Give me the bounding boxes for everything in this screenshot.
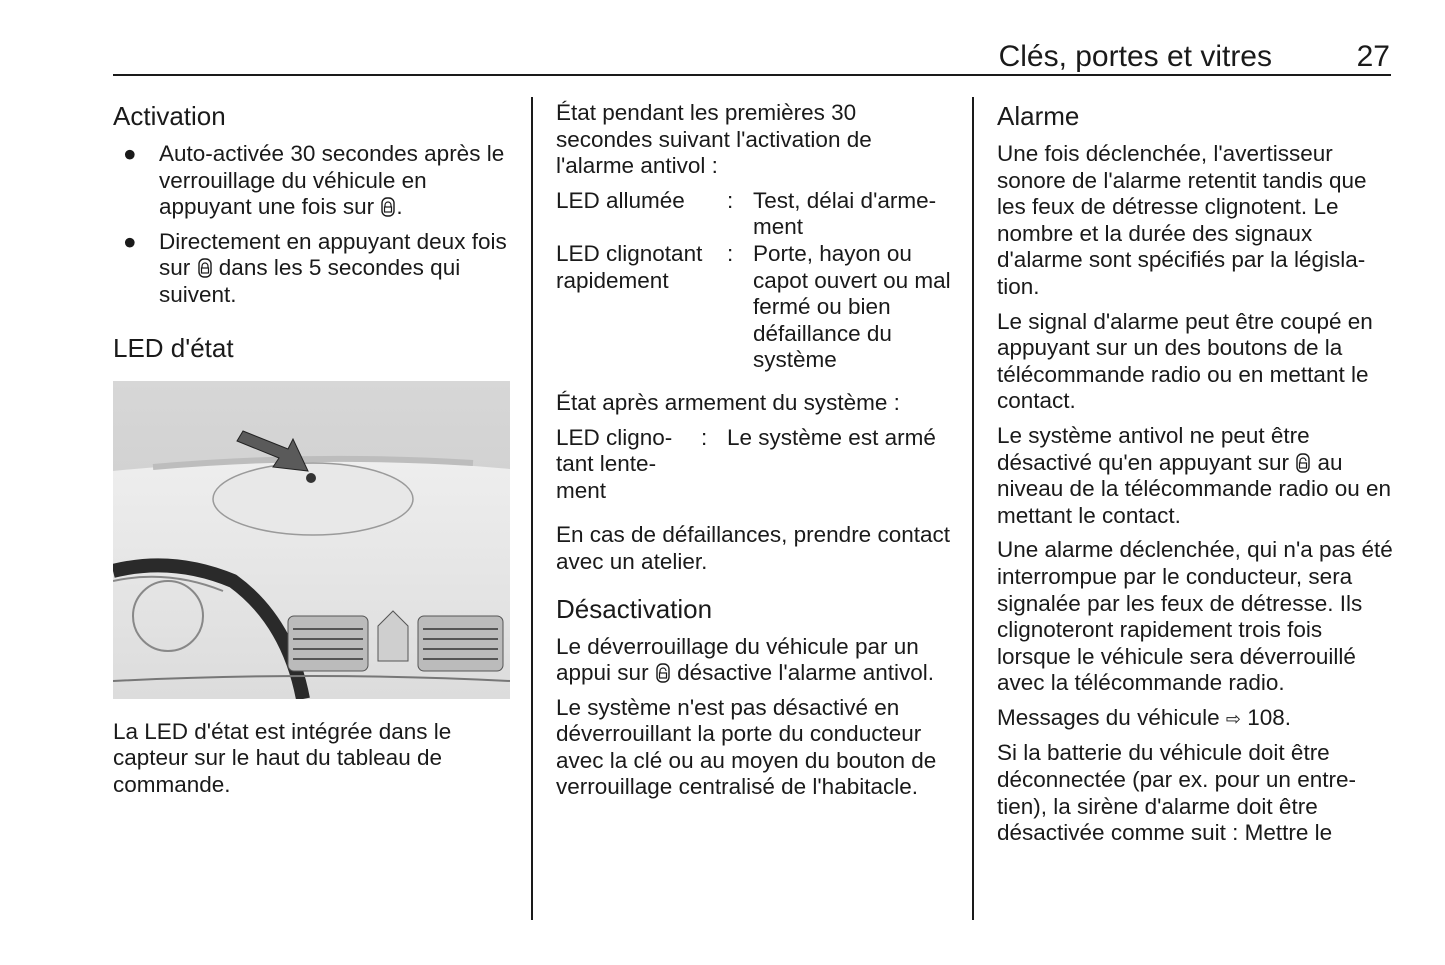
activation-list [113,141,513,309]
table-cell: LED cligno-tant lente-ment [556,424,673,503]
table-separator: : [727,240,734,266]
column-2 [556,97,956,801]
lock-key-icon [380,197,396,217]
deact-paragraph-1: Le déverrouillage du véhicule par un appui sur désactive l'alarme antivol. [556,633,935,686]
column-divider-2 [972,97,974,920]
heading-desactivation: Désactivation [556,593,713,624]
table-separator: : [701,424,708,450]
heading-led-etat: LED d'état [113,332,234,363]
figure-caption: La LED d'état est intégrée dans le capteur sur le haut du tableau de commande. [113,718,452,797]
table-cell: LED allumée [556,187,685,213]
deact-paragraph-2: Le système n'est pas désactivé en déverrouillant la porte du conducteur avec la clé ou au moyen du bouton de verrouillage centralisé de l'habitacle. [556,694,937,800]
header-rule [113,74,1391,76]
page-number: 27 [1356,40,1390,73]
column-divider-1 [531,97,533,920]
alarm-paragraph-1: Une fois déclenchée, l'avertisseur sonore de l'alarme retentit tandis que les feux de détresse clignotent. Le nombre et la durée des signaux d'alarme sont spécifiés par la législa-tion. [997,141,1367,299]
fault-text: En cas de défaillances, prendre contact avec un atelier. [556,522,950,574]
bullet-icon: ● [123,141,137,166]
bullet-icon: ● [123,228,137,254]
column-3 [997,97,1395,847]
page-header-title: Clés, portes et vitres [998,40,1272,73]
heading-activation: Activation [113,101,226,131]
alarm-paragraph-6: Si la batterie du véhicule doit être déconnectée (par ex. pour un entre-tien), la sirène d'alarme doit être désactivée comme suit : Mettre le [997,740,1356,846]
table-cell: Test, délai d'arme-ment [753,187,937,240]
table-cell: Porte, hayon ou capot ouvert ou mal fermé ou bien défaillance du système [753,240,951,373]
table-cell: Le système est armé [727,424,936,450]
led-state-table-first [556,188,956,374]
alarm-paragraph-2: Le signal d'alarme peut être coupé en appuyant sur un des boutons de la télécommande radio ou en mettant le contact. [997,308,1373,414]
dashboard-led-figure [113,381,510,699]
column-1 [113,97,513,798]
lock-key-icon [197,258,213,278]
after-arming-text: État après armement du système : [556,389,900,415]
list-item: ● Auto-activée 30 secondes après le verrouillage du véhicule en appuyant une fois sur . [123,141,505,220]
table-separator: : [727,187,734,213]
page-reference-arrow-icon: ⇨ [1225,708,1241,729]
heading-alarme: Alarme [997,101,1080,131]
intro-text: État pendant les premières 30 secondes suivant l'activation de l'alarme antivol : [556,100,872,179]
unlock-key-icon [1295,453,1311,473]
table-cell: LED clignotant rapidement [556,240,703,293]
led-state-table-after [556,425,956,505]
list-item: ● Directement en appuyant deux fois sur dans les 5 secondes qui suivent. [123,228,507,307]
alarm-paragraph-3: Le système antivol ne peut être désactivé qu'en appuyant sur au niveau de la télécommande radio ou en mettant le contact. [997,422,1392,528]
unlock-key-icon [655,663,671,683]
alarm-paragraph-5: Messages du véhicule ⇨ 108. [997,704,1292,730]
page-reference-link[interactable]: 108. [1247,704,1292,730]
alarm-paragraph-4: Une alarme déclenchée, qui n'a pas été interrompue par le conducteur, sera signalée par les feux de détresse. Ils clignoteront rapidement trois fois lorsque le véhicule sera déverrouillé avec la télécommande radio. [997,537,1393,696]
